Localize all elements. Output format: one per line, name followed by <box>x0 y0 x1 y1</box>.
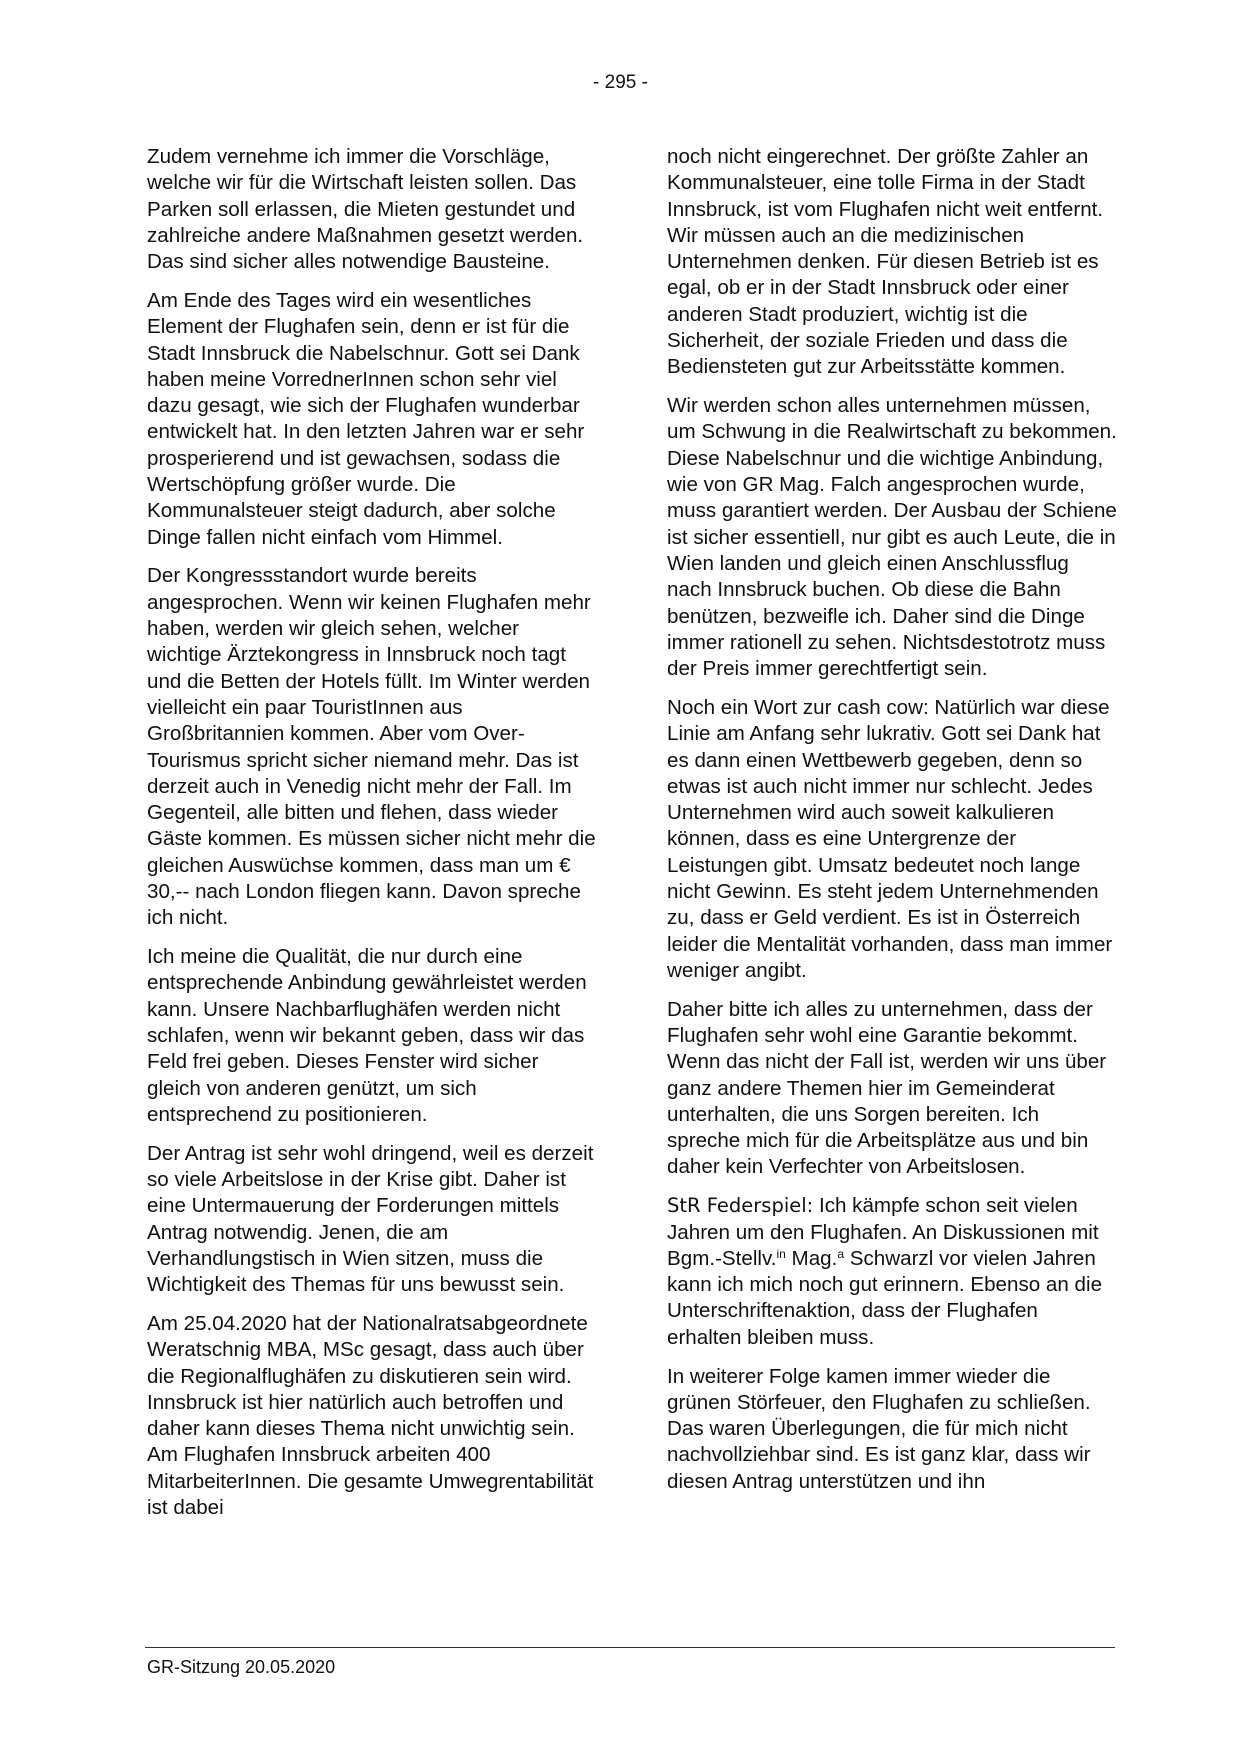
page-number: - 295 - <box>593 72 648 93</box>
paragraph: Am Ende des Tages wird ein wesentliches Element der Flughafen sein, denn er ist für die Stadt Innsbruck die Nabelschnur. Gott sei Dank haben meine VorrednerInnen schon sehr viel dazu gesagt, wie sich der Flughafen wunderbar entwickelt hat. In den letzten Jahren war er sehr prosperierend und ist gewachsen, sodass die Wertschöpfung größer wurde. Die Kommunalsteuer steigt dadurch, aber solche Dinge fallen nicht einfach vom Himmel. <box>147 288 585 549</box>
left-column <box>147 144 597 1534</box>
speaker-name: StR Federspiel: <box>667 1194 814 1218</box>
paragraph: Daher bitte ich alles zu unternehmen, dass der Flughafen sehr wohl eine Garantie bekommt. Wenn das nicht der Fall ist, werden wir uns über ganz andere Themen hier im Gemeinderat unterhalten, die uns Sorgen bereiten. Ich spreche mich für die Arbeitsplätze aus und bin daher kein Verfechter von Arbeitslosen. <box>667 997 1107 1179</box>
footer-session-date: GR-Sitzung 20.05.2020 <box>147 1657 336 1677</box>
paragraph: In weiterer Folge kamen immer wieder die grünen Störfeuer, den Flughafen zu schließen. Das waren Überlegungen, die für mich nicht nachvollziehbar sind. Es ist ganz klar, dass wir diesen Antrag unterstützen und ihn <box>667 1364 1091 1493</box>
speech-text: Mag. <box>785 1246 838 1270</box>
speech-paragraph <box>667 1193 1117 1351</box>
paragraph: Am 25.04.2020 hat der Nationalratsabgeordnete Weratschnig MBA, MSc gesagt, dass auch über die Regionalflughäfen zu diskutieren sein wird. Innsbruck ist hier natürlich auch betroffen und daher kann dieses Thema nicht unwichtig sein. Am Flughafen Innsbruck arbeiten 400 MitarbeiterInnen. Die gesamte Umwegrentabilität ist dabei <box>147 1311 594 1520</box>
paragraph: Der Kongressstandort wurde bereits angesprochen. Wenn wir keinen Flughafen mehr haben, werden wir gleich sehen, welcher wichtige Ärztekongress in Innsbruck noch tagt und die Betten der Hotels füllt. Im Winter werden vielleicht ein paar TouristInnen aus Großbritannien kommen. Aber vom Over-Tourismus spricht sicher niemand mehr. Das ist derzeit auch in Venedig nicht mehr der Fall. Im Gegenteil, alle bitten und flehen, dass wieder Gäste kommen. Es müssen sicher nicht mehr die gleichen Auswüchse kommen, dass man um € 30,-- nach London fliegen kann. Davon spreche ich nicht. <box>147 564 596 930</box>
footer-divider <box>145 1647 1115 1648</box>
paragraph: Der Antrag ist sehr wohl dringend, weil es derzeit so viele Arbeitslose in der Krise gibt. Daher ist eine Untermauerung der Forderungen mittels Antrag notwendig. Jenen, die am Verhandlungstisch in Wien sitzen, muss die Wichtigkeit des Themas für uns bewusst sein. <box>147 1141 594 1297</box>
paragraph: Noch ein Wort zur cash cow: Natürlich war diese Linie am Anfang sehr lukrativ. Gott sei Dank hat es dann einen Wettbewerb gegeben, denn so etwas ist auch nicht immer nur schlecht. Jedes Unternehmen wird auch soweit kalkulieren können, dass es eine Untergrenze der Leistungen gibt. Umsatz bedeutet noch lange nicht Gewinn. Es steht jedem Unternehmenden zu, dass er Geld verdient. Es ist in Österreich leider die Mentalität vorhanden, dass man immer weniger angibt. <box>667 695 1113 982</box>
right-column <box>667 144 1117 1508</box>
paragraph: Ich meine die Qualität, die nur durch eine entsprechende Anbindung gewährleistet werden kann. Unsere Nachbarflughäfen werden nicht schlafen, wenn wir bekannt geben, dass wir das Feld frei geben. Dieses Fenster wird sicher gleich von anderen genützt, um sich entsprechend zu positionieren. <box>147 945 587 1126</box>
superscript: in <box>776 1246 786 1261</box>
paragraph: Zudem vernehme ich immer die Vorschläge, welche wir für die Wirtschaft leisten sollen. Das Parken soll erlassen, die Mieten gestundet und zahlreiche andere Maßnahmen gesetzt werden. Das sind sicher alles notwendige Bausteine. <box>147 145 584 274</box>
speech-text: Schwarzl vor vielen Jahren kann ich mich noch gut erinnern. Ebenso an die Unterschriftenaktion, dass der Flughafen erhalten bleiben muss. <box>667 1246 1103 1349</box>
superscript: a <box>837 1246 845 1261</box>
paragraph: Wir werden schon alles unternehmen müssen, um Schwung in die Realwirtschaft zu bekommen. Diese Nabelschnur und die wichtige Anbindung, wie von GR Mag. Falch angesprochen wurde, muss garantiert werden. Der Ausbau der Schiene ist sicher essentiell, nur gibt es auch Leute, die in Wien landen und gleich einen Anschlussflug nach Innsbruck buchen. Ob diese die Bahn benützen, bezweifle ich. Daher sind die Dinge immer rationell zu sehen. Nichtsdestotrotz muss der Preis immer gerechtfertigt sein. <box>667 394 1117 681</box>
speech-text: Ich kämpfe schon seit vielen Jahren um den Flughafen. An Diskussionen mit Bgm.-Stellv. <box>667 1194 1099 1270</box>
paragraph: noch nicht eingerechnet. Der größte Zahler an Kommunalsteuer, eine tolle Firma in der Stadt Innsbruck, ist vom Flughafen nicht weit entfernt. Wir müssen auch an die medizinischen Unternehmen denken. Für diesen Betrieb ist es egal, ob er in der Stadt Innsbruck oder einer anderen Stadt produziert, wichtig ist die Sicherheit, der soziale Frieden und dass die Bediensteten gut zur Arbeitsstätte kommen. <box>667 145 1104 379</box>
